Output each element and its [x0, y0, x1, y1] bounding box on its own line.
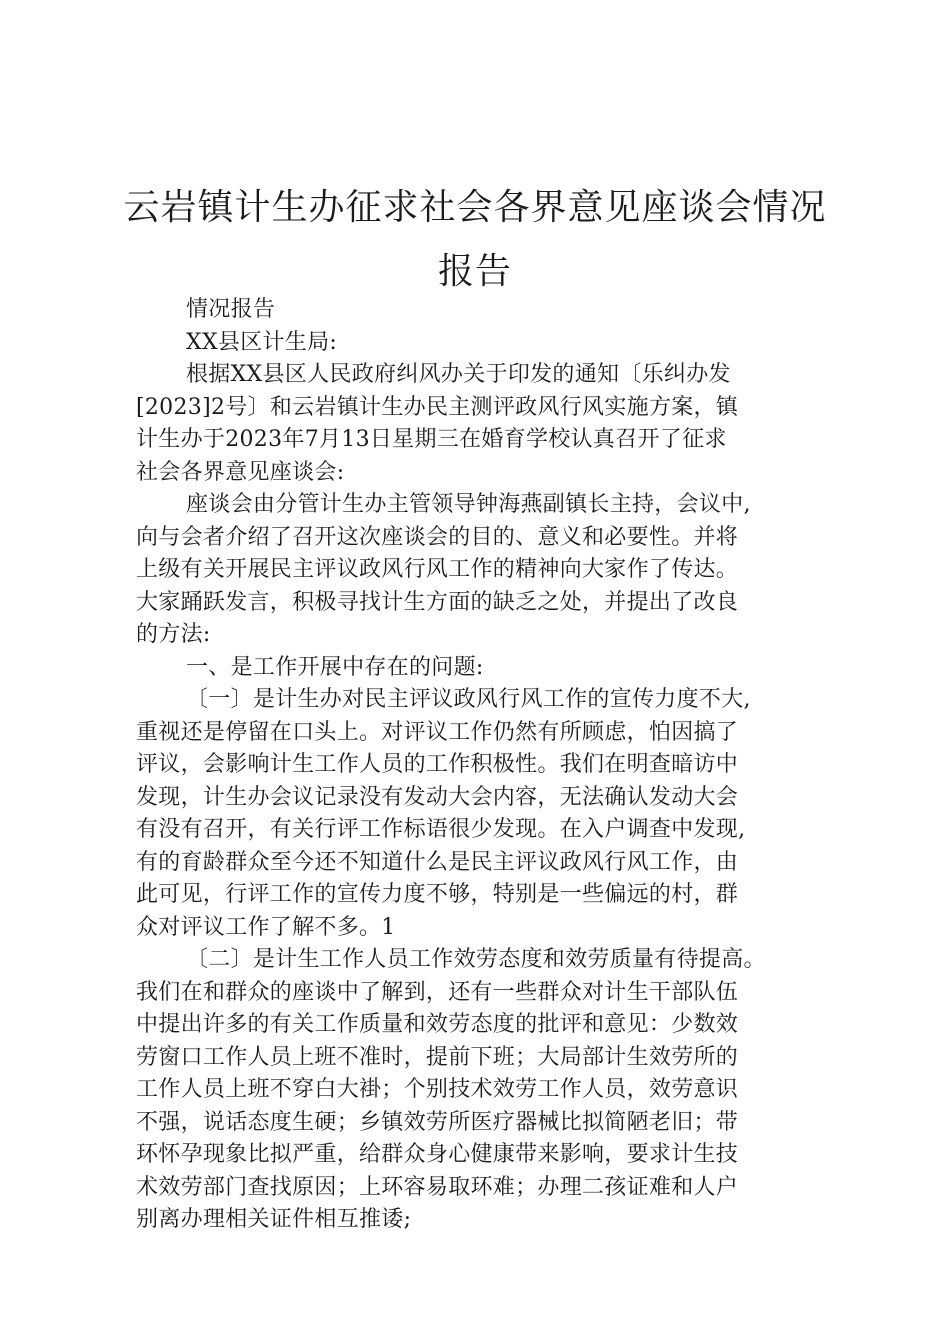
text-line: 根据XX县区人民政府纠风办关于印发的通知〔乐纠办发	[186, 362, 731, 387]
title-line-1: 云岩镇计生办征求社会各界意见座谈会情况	[123, 187, 827, 228]
text-line: 〔二〕是计生工作人员工作效劳态度和效劳质量有待提高。	[186, 947, 766, 972]
text-line: 的方法:	[136, 622, 211, 647]
text-line: 众对评议工作了解不多。1	[136, 914, 396, 940]
text-line: 社会各界意见座谈会:	[136, 459, 345, 485]
text-line: 重视还是停留在口头上。对评议工作仍然有所顾虑，怕因搞了	[136, 719, 739, 745]
text-line: XX县区计生局:	[186, 329, 338, 355]
text-line: 中提出许多的有关工作质量和效劳态度的批评和意见：少数效	[136, 1012, 739, 1037]
text-line: 有没有召开，有关行评工作标语很少发现。在入户调查中发现,	[136, 817, 746, 842]
text-line: 大家踊跃发言，积极寻找计生方面的缺乏之处，并提出了改良	[136, 589, 739, 615]
text-line: 发现，计生办会议记录没有发动大会内容，无法确认发动大会	[136, 784, 739, 810]
text-line: 劳窗口工作人员上班不准时，提前下班；大局部计生效劳所的	[136, 1044, 739, 1070]
text-line: 环怀孕现象比拟严重，给群众身心健康带来影响，要求计生技	[136, 1142, 739, 1167]
text-line: [2023]2号〕和云岩镇计生办民主测评政风行风实施方案，镇	[136, 394, 739, 420]
text-line: 不强，说话态度生硬；乡镇效劳所医疗器械比拟简陋老旧；带	[136, 1109, 739, 1135]
text-line: 上级有关开展民主评议政风行风工作的精神向大家作了传达。	[136, 557, 739, 582]
text-line: 向与会者介绍了召开这次座谈会的目的、意义和必要性。并将	[136, 524, 739, 550]
title-line-2: 报告	[437, 251, 512, 292]
document-body	[136, 294, 836, 1237]
text-line: 计生办于2023年7月13日星期三在婚育学校认真召开了征求	[136, 427, 727, 452]
text-line: 座谈会由分管计生办主管领导钟海燕副镇长主持，会议中,	[186, 492, 751, 517]
text-line: 〔一〕是计生办对民主评议政风行风工作的宣传力度不大,	[186, 687, 751, 712]
text-line: 工作人员上班不穿白大褂；个别技术效劳工作人员，效劳意识	[136, 1077, 739, 1102]
document-title	[100, 176, 850, 304]
text-line: 有的育龄群众至今还不知道什么是民主评议政风行风工作，由	[136, 849, 739, 875]
text-line: 情况报告	[186, 297, 276, 322]
text-line: 术效劳部门查找原因；上环容易取环难；办理二孩证难和人户	[136, 1174, 739, 1200]
text-line: 别离办理相关证件相互推诿;	[136, 1207, 412, 1232]
text-line: 我们在和群众的座谈中了解到，还有一些群众对计生干部队伍	[136, 979, 739, 1005]
text-line: 评议，会影响计生工作人员的工作积极性。我们在明查暗访中	[136, 752, 739, 777]
text-line: 一、是工作开展中存在的问题:	[186, 654, 484, 680]
text-line: 此可见，行评工作的宣传力度不够，特别是一些偏远的村，群	[136, 882, 739, 907]
